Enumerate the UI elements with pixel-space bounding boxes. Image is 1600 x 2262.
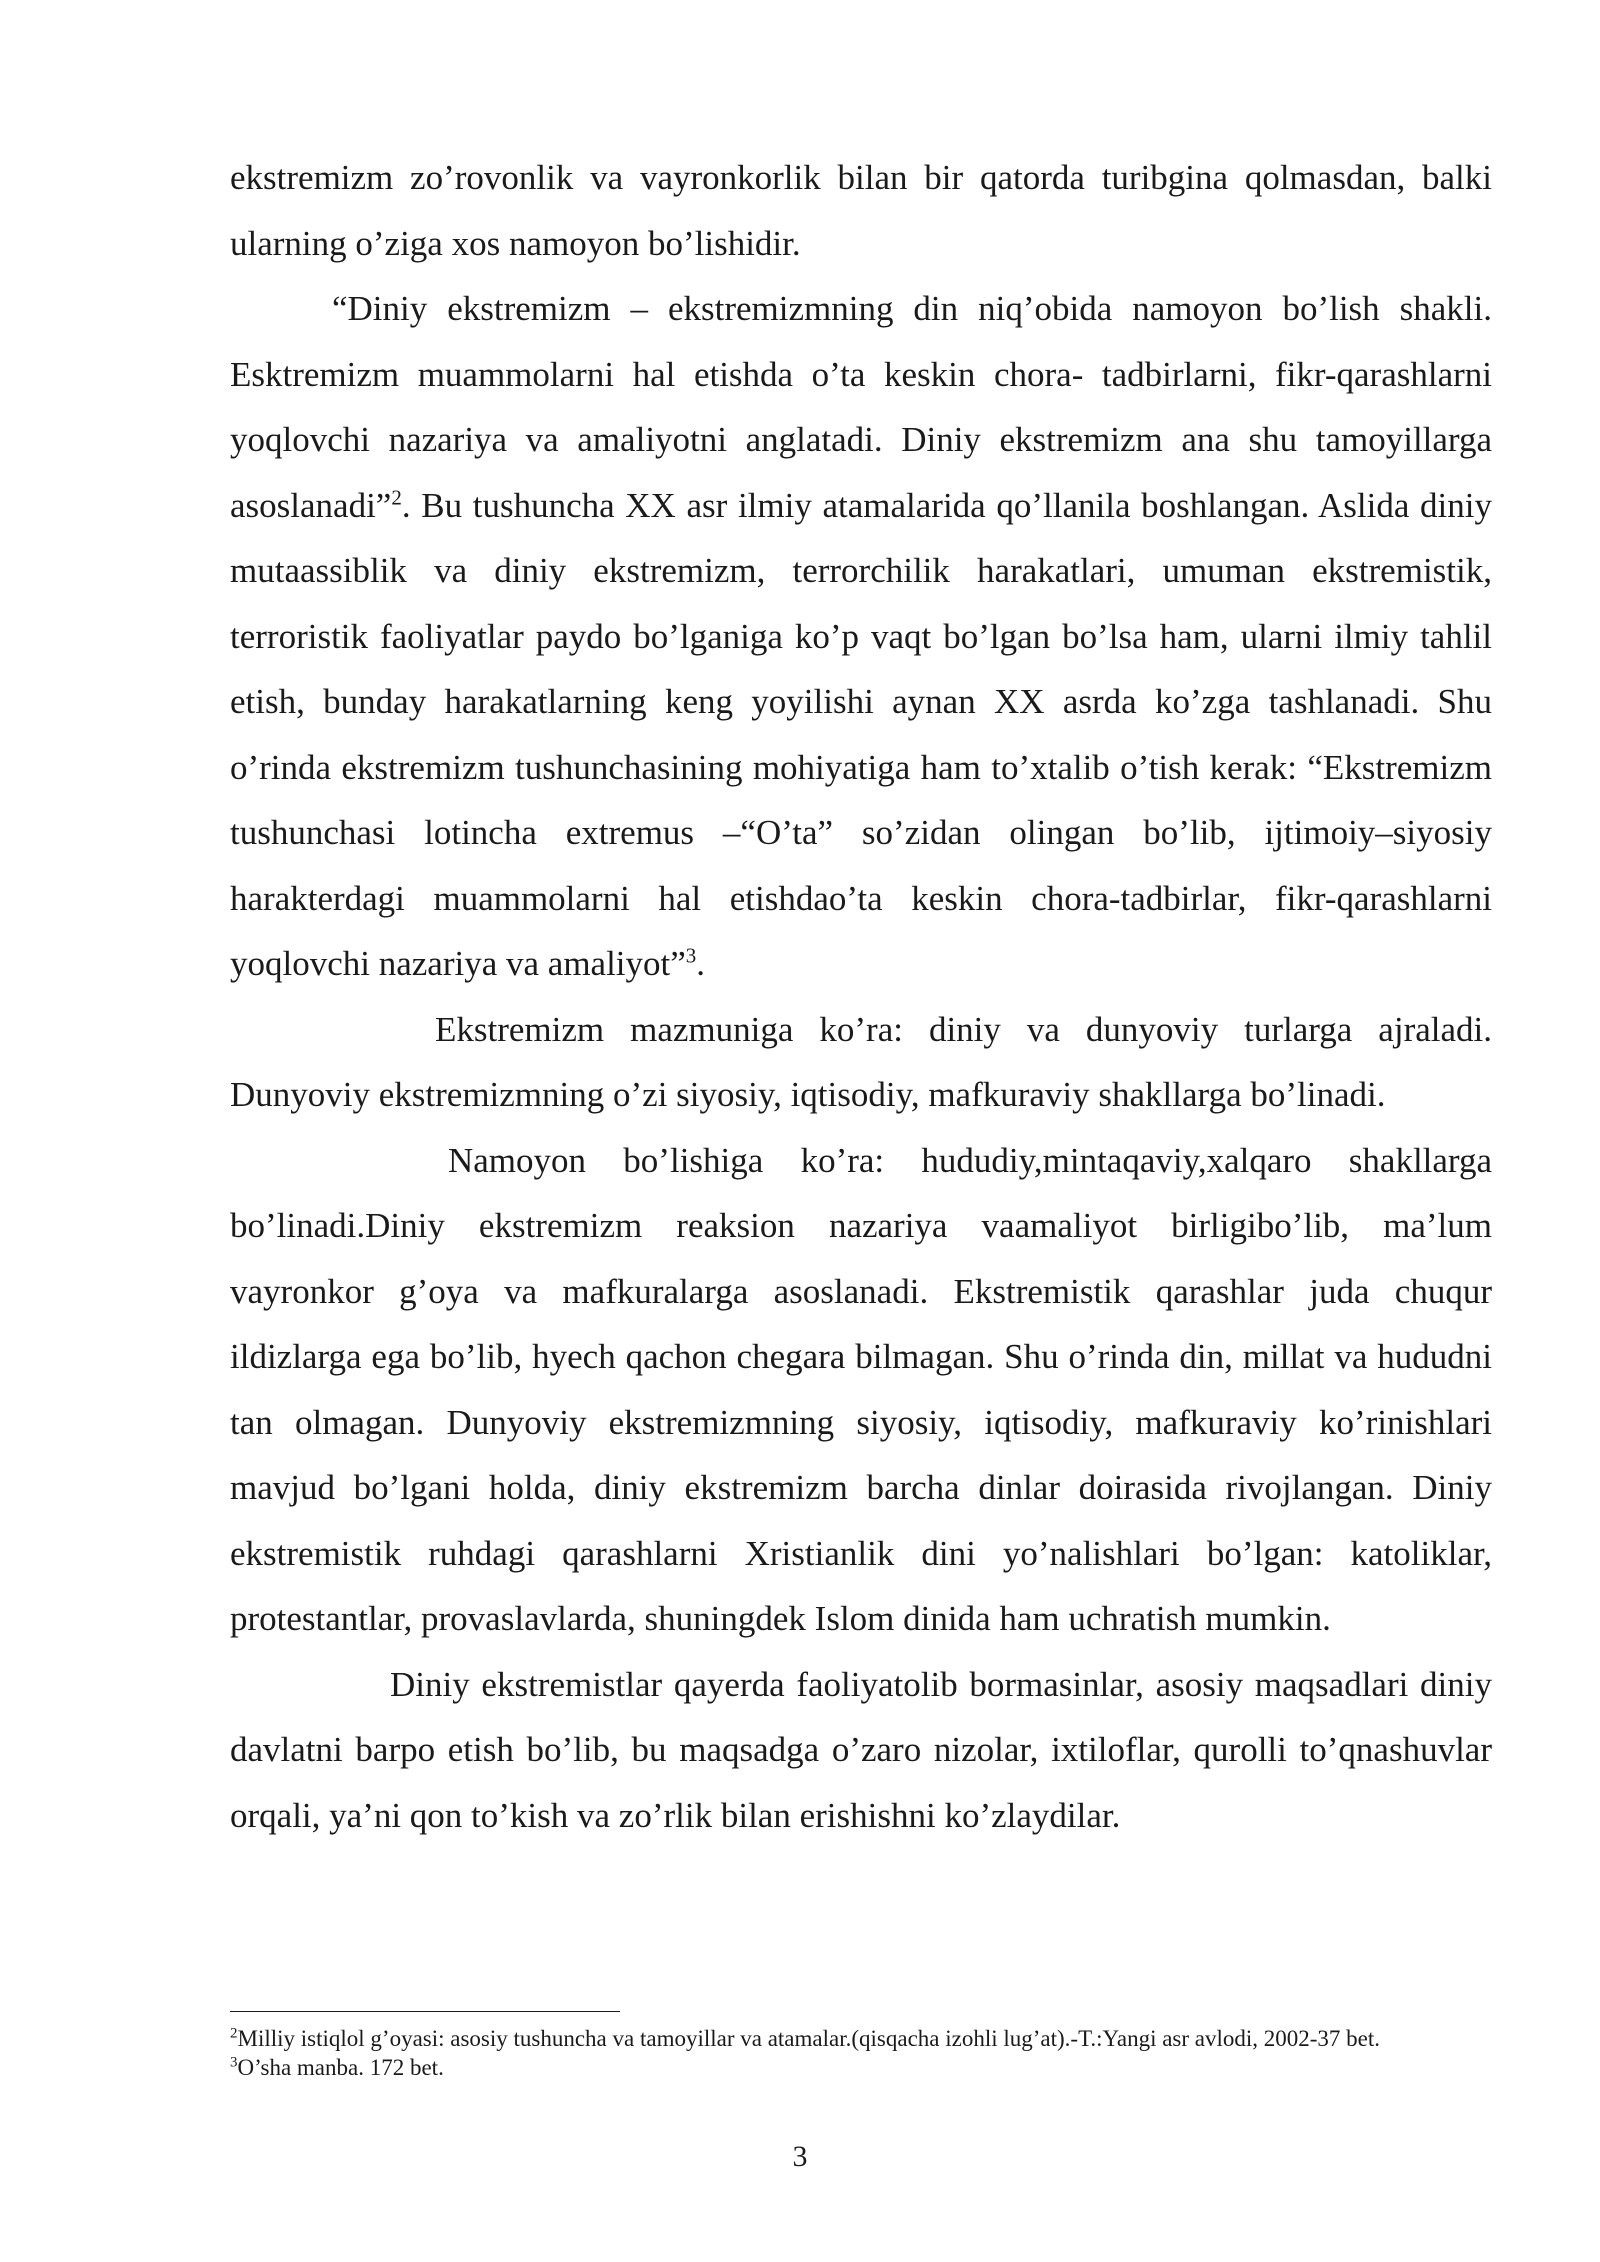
paragraph-text: ekstremizm zo’rovonlik va vayronkorlik bilan bir qatorda turibgina qolmasdan, balki ularning o’ziga xos namoyon bo’lishidir. [230, 158, 1492, 263]
footnote [230, 2024, 1492, 2053]
paragraph [230, 1128, 1492, 1652]
paragraph [230, 276, 1492, 997]
footnote-text: Milliy istiqlol g’oyasi: asosiy tushuncha va tamoyillar va atamalar.(qisqacha izohli lug’at).-T.:Yangi asr avlodi, 2002-37 bet. [237, 2026, 1381, 2051]
footnote-number: 2 [230, 2025, 238, 2042]
paragraph-text: Namoyon bo’lishiga ko’ra: hududiy,mintaqaviy,xalqaro shakllarga bo’linadi.Diniy ekstremizm reaksion nazariya vaamaliyot birligibo’lib, ma’lum vayronkor g’oya va mafkuralarga asoslanadi. Ekstremistik qarashlar juda chuqur ildizlarga ega bo’lib, hyech qachon chegara bilmagan. Shu o’rinda din, millat va hududni tan olmagan. Dunyoviy ekstremizmning siyosiy, iqtisodiy, mafkuraviy ko’rinishlari mavjud bo’lgani holda, diniy ekstremizm barcha dinlar doirasida rivojlangan. Diniy ekstremistik ruhdagi qarashlarni Xristianlik dini yo’nalishlari bo’lgan: katoliklar, protestantlar, provaslavlarda, shuningdek Islom dinida ham uchratish mumkin. [230, 1140, 1492, 1638]
footnotes [230, 2024, 1492, 2082]
paragraph [230, 145, 1492, 276]
paragraph-text: Diniy ekstremistlar qayerda faoliyatolib bormasinlar, asosiy maqsadlari diniy davlatni barpo etish bo’lib, bu maqsadga o’zaro nizolar, ixtiloflar, qurolli to’qnashuvlar orqali, ya’ni qon to’kish va zo’rlik bilan erishishni ko’zlaydilar. [230, 1664, 1492, 1835]
footnote [230, 2053, 1492, 2082]
paragraph-text: . Bu tushuncha XX asr ilmiy atamalarida qo’llanila boshlangan. Aslida diniy mutaassiblik va diniy ekstremizm, terrorchilik harakatlari, umuman ekstremistik, terroristik faoliyatlar paydo bo’lganiga ko’p vaqt bo’lgan bo’lsa ham, ularni ilmiy tahlil etish, bunday harakatlarning keng yoyilishi aynan XX asrda ko’zga tashlanadi. Shu o’rinda ekstremizm tushunchasining mohiyatiga ham to’xtalib o’tish kerak: “Ekstremizm tushunchasi lotincha extremus –“O’ta” so’zidan olingan bo’lib, ijtimoiy–siyosiy harakterdagi muammolarni hal etishdao’ta keskin chora-tadbirlar, fikr-qarashlarni yoqlovchi nazariya va amaliyot” [230, 485, 1492, 983]
paragraph [230, 997, 1492, 1128]
footnote-number: 3 [230, 2054, 238, 2071]
paragraph-text: Ekstremizm mazmuniga ko’ra: diniy va dunyoviy turlarga ajraladi. Dunyoviy ekstremizmning o’zi siyosiy, iqtisodiy, mafkuraviy shakllarga bo’linadi. [230, 1009, 1492, 1114]
footnote-separator [230, 2011, 620, 2012]
page-number: 3 [792, 2140, 808, 2173]
footnote-reference[interactable]: 3 [685, 943, 697, 968]
footnote-text: O’sha manba. 172 bet. [237, 2055, 444, 2080]
document-body [230, 145, 1492, 1848]
paragraph [230, 1652, 1492, 1849]
paragraph-text: . [696, 944, 706, 983]
footnote-reference[interactable]: 2 [391, 484, 402, 509]
paragraph-text: “Diniy ekstremizm – ekstremizmning din niq’obida namoyon bo’lish shakli. Esktremizm muammolarni hal etishda o’ta keskin chora- tadbirlarni, fikr-qarashlarni yoqlovchi nazariya va amaliyotni anglatadi. Diniy ekstremizm ana shu tamoyillarga asoslanadi” [230, 289, 1492, 525]
